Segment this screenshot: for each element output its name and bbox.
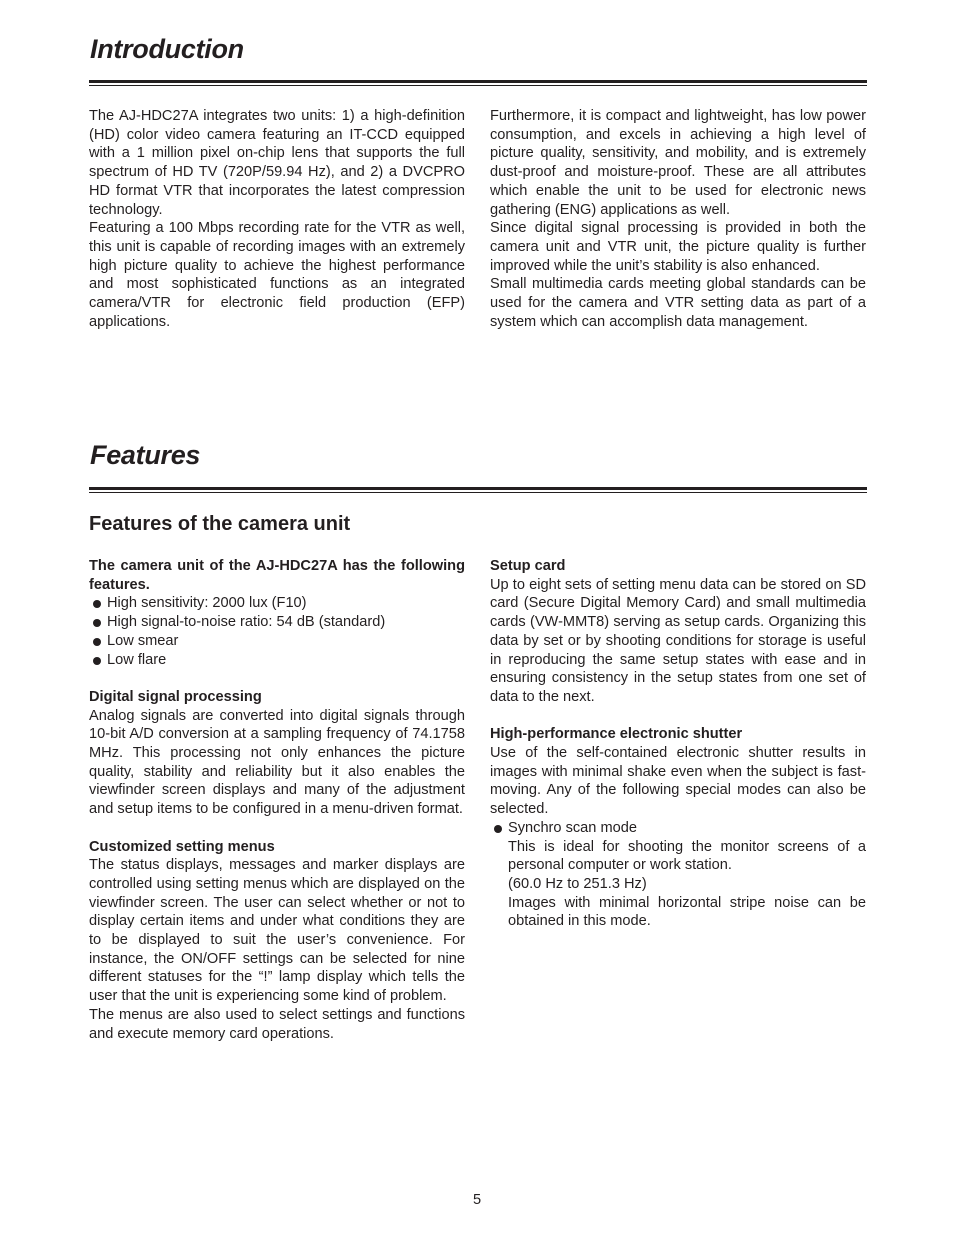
bullet-icon [93, 600, 101, 608]
bullet-icon [93, 619, 101, 627]
intro-left-column [89, 107, 465, 331]
bullet-icon [93, 638, 101, 646]
intro-rule [89, 80, 867, 86]
menus-body-2: The menus are also used to select settings and functions and execute memory card operations. [89, 1006, 465, 1042]
intro-paragraph-3: Furthermore, it is compact and lightweight, has low power consumption, and excels in achieving a high level of picture quality, sensitivity, and mobility, and is extremely dust-proof and moisture-proof. These are all attributes which enable the unit to be used for electronic news gathering (ENG) applications as well. [490, 108, 866, 218]
shutter-body: Use of the self-contained electronic shutter results in images with minimal shake even when the subject is fast-moving. Any of the following special modes can also be selected. [490, 745, 866, 818]
features-rule [89, 487, 867, 493]
camera-intro: The camera unit of the AJ-HDC27A has the following features. [89, 558, 465, 593]
page-number: 5 [472, 1192, 482, 1208]
bullet-icon [494, 825, 502, 833]
intro-right-column [490, 107, 866, 331]
menus-body-1: The status displays, messages and marker displays are controlled using setting menus which are displayed on the viewfinder screen. The user can select whether or not to display certain items and under what conditions they are to be displayed to suit the user’s convenience. For instance, the ON/OFF settings can be selected for nine different statuses for the “!” lamp display which tells the user that the unit is experiencing some kind of problem. [89, 857, 465, 1005]
setup-body: Up to eight sets of setting menu data can be stored on SD card (Secure Digital Memory Card) and small multimedia cards (VW-MMT8) serving as setup cards. Organizing this data by set or by shooting conditions for storage is useful in reproducing the same setup states with ease and in ensuring consistency in the setup states from one set of data to the next. [490, 576, 866, 705]
list-item: Synchro scan mode [490, 819, 866, 838]
menus-heading: Customized setting menus [89, 838, 275, 855]
shutter-heading: High-performance electronic shutter [490, 726, 743, 743]
shutter-detail-3: Images with minimal horizontal stripe noise can be obtained in this mode. [508, 894, 866, 930]
list-item: High sensitivity: 2000 lux (F10) [89, 594, 465, 613]
features-title: Features [90, 440, 201, 470]
intro-paragraph-1: The AJ-HDC27A integrates two units: 1) a high-definition (HD) color video camera featuring an IT-CCD equipped with a 1 million pixel on-chip lens that supports the full spectrum of HD TV (720P/59.94 Hz), and 2) a DVCPRO HD format VTR that incorporates the latest compression technology. [89, 108, 465, 218]
camera-feature-list [89, 594, 465, 669]
dsp-body: Analog signals are converted into digital signals through 10-bit A/D conversion at a sampling frequency of 74.1758 MHz. This processing not only enhances the picture quality, stability and reliability but it also enables the viewfinder screen displays and many of the adjustment and setup items to be configured in a menu-driven format. [89, 707, 465, 818]
intro-title: Introduction [90, 34, 244, 64]
intro-paragraph-2: Featuring a 100 Mbps recording rate for the VTR as well, this unit is capable of recording images with an extremely high picture quality to achieve the highest performance and most sophisticated functions as an integrated camera/VTR for electronic field production (EFP) applications. [89, 220, 465, 330]
intro-paragraph-5: Small multimedia cards meeting global standards can be used for the camera and VTR setting data as part of a system which can accomplish data management. [490, 276, 866, 330]
shutter-detail-2: (60.0 Hz to 251.3 Hz) [508, 875, 647, 892]
list-item: Low flare [89, 651, 465, 670]
camera-features-subtitle: Features of the camera unit [89, 513, 351, 535]
setup-heading: Setup card [490, 558, 566, 574]
intro-paragraph-4: Since digital signal processing is provided in both the camera unit and VTR unit, the picture quality is further improved while the unit’s stability is also enhanced. [490, 220, 866, 274]
features-right-column [490, 557, 866, 931]
shutter-detail-1: This is ideal for shooting the monitor screens of a personal computer or work station. [508, 838, 866, 874]
list-item: Low smear [89, 632, 465, 651]
shutter-mode-list [490, 819, 866, 838]
list-item: High signal-to-noise ratio: 54 dB (standard) [89, 613, 465, 632]
bullet-icon [93, 657, 101, 665]
dsp-heading: Digital signal processing [89, 688, 262, 705]
features-left-column [89, 557, 465, 1043]
